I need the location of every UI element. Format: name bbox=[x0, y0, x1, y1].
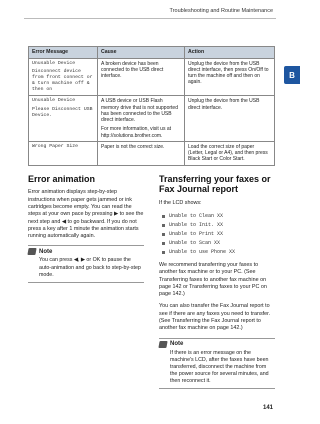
action-text: Unplug the device from the USB direct interface, then press On/Off to turn the machine off and then on again. bbox=[188, 60, 269, 86]
cause-text: For more information, visit us at http://solutions.brother.com. bbox=[101, 126, 172, 139]
lcd-message: Unable to use Phone XX bbox=[169, 248, 236, 255]
error-message-line: Please Disconnect USB Device. bbox=[32, 107, 93, 119]
table-row bbox=[29, 58, 275, 96]
note-header bbox=[159, 341, 275, 348]
list-item bbox=[159, 239, 275, 248]
action-text: Unplug the device from the USB direct interface. bbox=[188, 98, 260, 111]
cause-text: A USB device or USB Flash memory drive that is not supported has been connected to the USB direct interface. bbox=[101, 98, 178, 124]
bullet-icon bbox=[162, 251, 165, 254]
note-label: Note bbox=[170, 341, 184, 348]
body-paragraph: We recommend transferring your faxes to another fax machine or to your PC. (See Transferring faxes to another fax machine on page 142 or Transferring faxes to your PC on page 142.) bbox=[159, 261, 267, 298]
body-paragraph: You can also transfer the Fax Journal report to see if there are any faxes you need to transfer. (See Transferring the Fax Journal report to another fax machine on page 142.) bbox=[159, 303, 271, 332]
note-label: Note bbox=[39, 248, 53, 255]
cause-cell bbox=[98, 141, 185, 165]
note-box bbox=[28, 245, 144, 282]
table-header-row bbox=[29, 47, 275, 59]
lcd-message: Unable to Clean XX bbox=[169, 212, 224, 219]
list-item bbox=[159, 212, 275, 221]
lcd-message: Unable to Print XX bbox=[169, 230, 224, 237]
section-heading: Transferring your faxes or Fax Journal report bbox=[159, 174, 271, 195]
error-message-line: Unusable Device bbox=[32, 60, 76, 66]
note-text: If there is an error message on the machine's LCD, after the faxes have been transferred, disconnect the machine from the power source for several minutes, and then reconnect it. bbox=[170, 349, 269, 385]
intro-paragraph: If the LCD shows: bbox=[159, 199, 202, 206]
page-number: 141 bbox=[262, 405, 273, 411]
error-message-line: Unusable Device bbox=[32, 98, 76, 104]
error-message-line: Wrong Paper Size bbox=[32, 143, 79, 149]
column-header-action: Action bbox=[185, 47, 275, 59]
action-cell bbox=[185, 96, 275, 142]
error-message-table bbox=[28, 46, 275, 166]
lcd-message: Unable to Init. XX bbox=[169, 221, 224, 228]
cause-cell bbox=[98, 58, 185, 96]
error-message-cell bbox=[29, 58, 98, 96]
header-divider bbox=[24, 18, 276, 19]
error-animation-section bbox=[28, 174, 144, 283]
note-text: You can press ◀, ▶ or OK to pause the auto-animation and go back to step-by-step mode. bbox=[39, 257, 141, 278]
transfer-section bbox=[159, 174, 275, 389]
page-header-title: Troubleshooting and Routine Maintenance bbox=[169, 8, 273, 14]
lcd-message-list bbox=[159, 212, 275, 257]
column-header-error-message: Error Message bbox=[29, 47, 98, 59]
list-item bbox=[159, 230, 275, 239]
table-row bbox=[29, 141, 275, 165]
error-message-line: Disconnect device from front connect or & turn machine off & then on bbox=[32, 69, 93, 93]
note-box bbox=[159, 338, 275, 390]
bullet-icon bbox=[162, 242, 165, 245]
chapter-tab: B bbox=[284, 66, 300, 84]
list-item bbox=[159, 248, 275, 257]
bullet-icon bbox=[162, 233, 165, 236]
section-heading: Error animation bbox=[28, 174, 96, 184]
note-icon bbox=[158, 341, 167, 348]
body-paragraph: Error animation displays step-by-step instructions when paper gets jammed or ink cartridges become empty. You can read the steps at your own pace by pressing ▶ to see the next step and ◀ to go backward. If you do not press a key after 1 minute the animation starts running automatically again. bbox=[28, 189, 144, 240]
bullet-icon bbox=[162, 224, 165, 227]
note-icon bbox=[27, 248, 36, 255]
cause-text: A broken device has been connected to the USB direct interface. bbox=[101, 60, 164, 79]
action-text: Load the correct size of paper (Letter, Legal or A4), and then press Black Start or Color Start. bbox=[188, 143, 268, 163]
column-header-cause: Cause bbox=[98, 47, 185, 59]
error-message-cell bbox=[29, 96, 98, 142]
list-item bbox=[159, 221, 275, 230]
bullet-icon bbox=[162, 215, 165, 218]
action-cell bbox=[185, 141, 275, 165]
cause-text: Paper is not the correct size. bbox=[101, 143, 165, 150]
note-header bbox=[28, 248, 144, 255]
error-message-cell bbox=[29, 141, 98, 165]
action-cell bbox=[185, 58, 275, 96]
lcd-message: Unable to Scan XX bbox=[169, 239, 221, 246]
cause-cell bbox=[98, 96, 185, 142]
table-row bbox=[29, 96, 275, 142]
